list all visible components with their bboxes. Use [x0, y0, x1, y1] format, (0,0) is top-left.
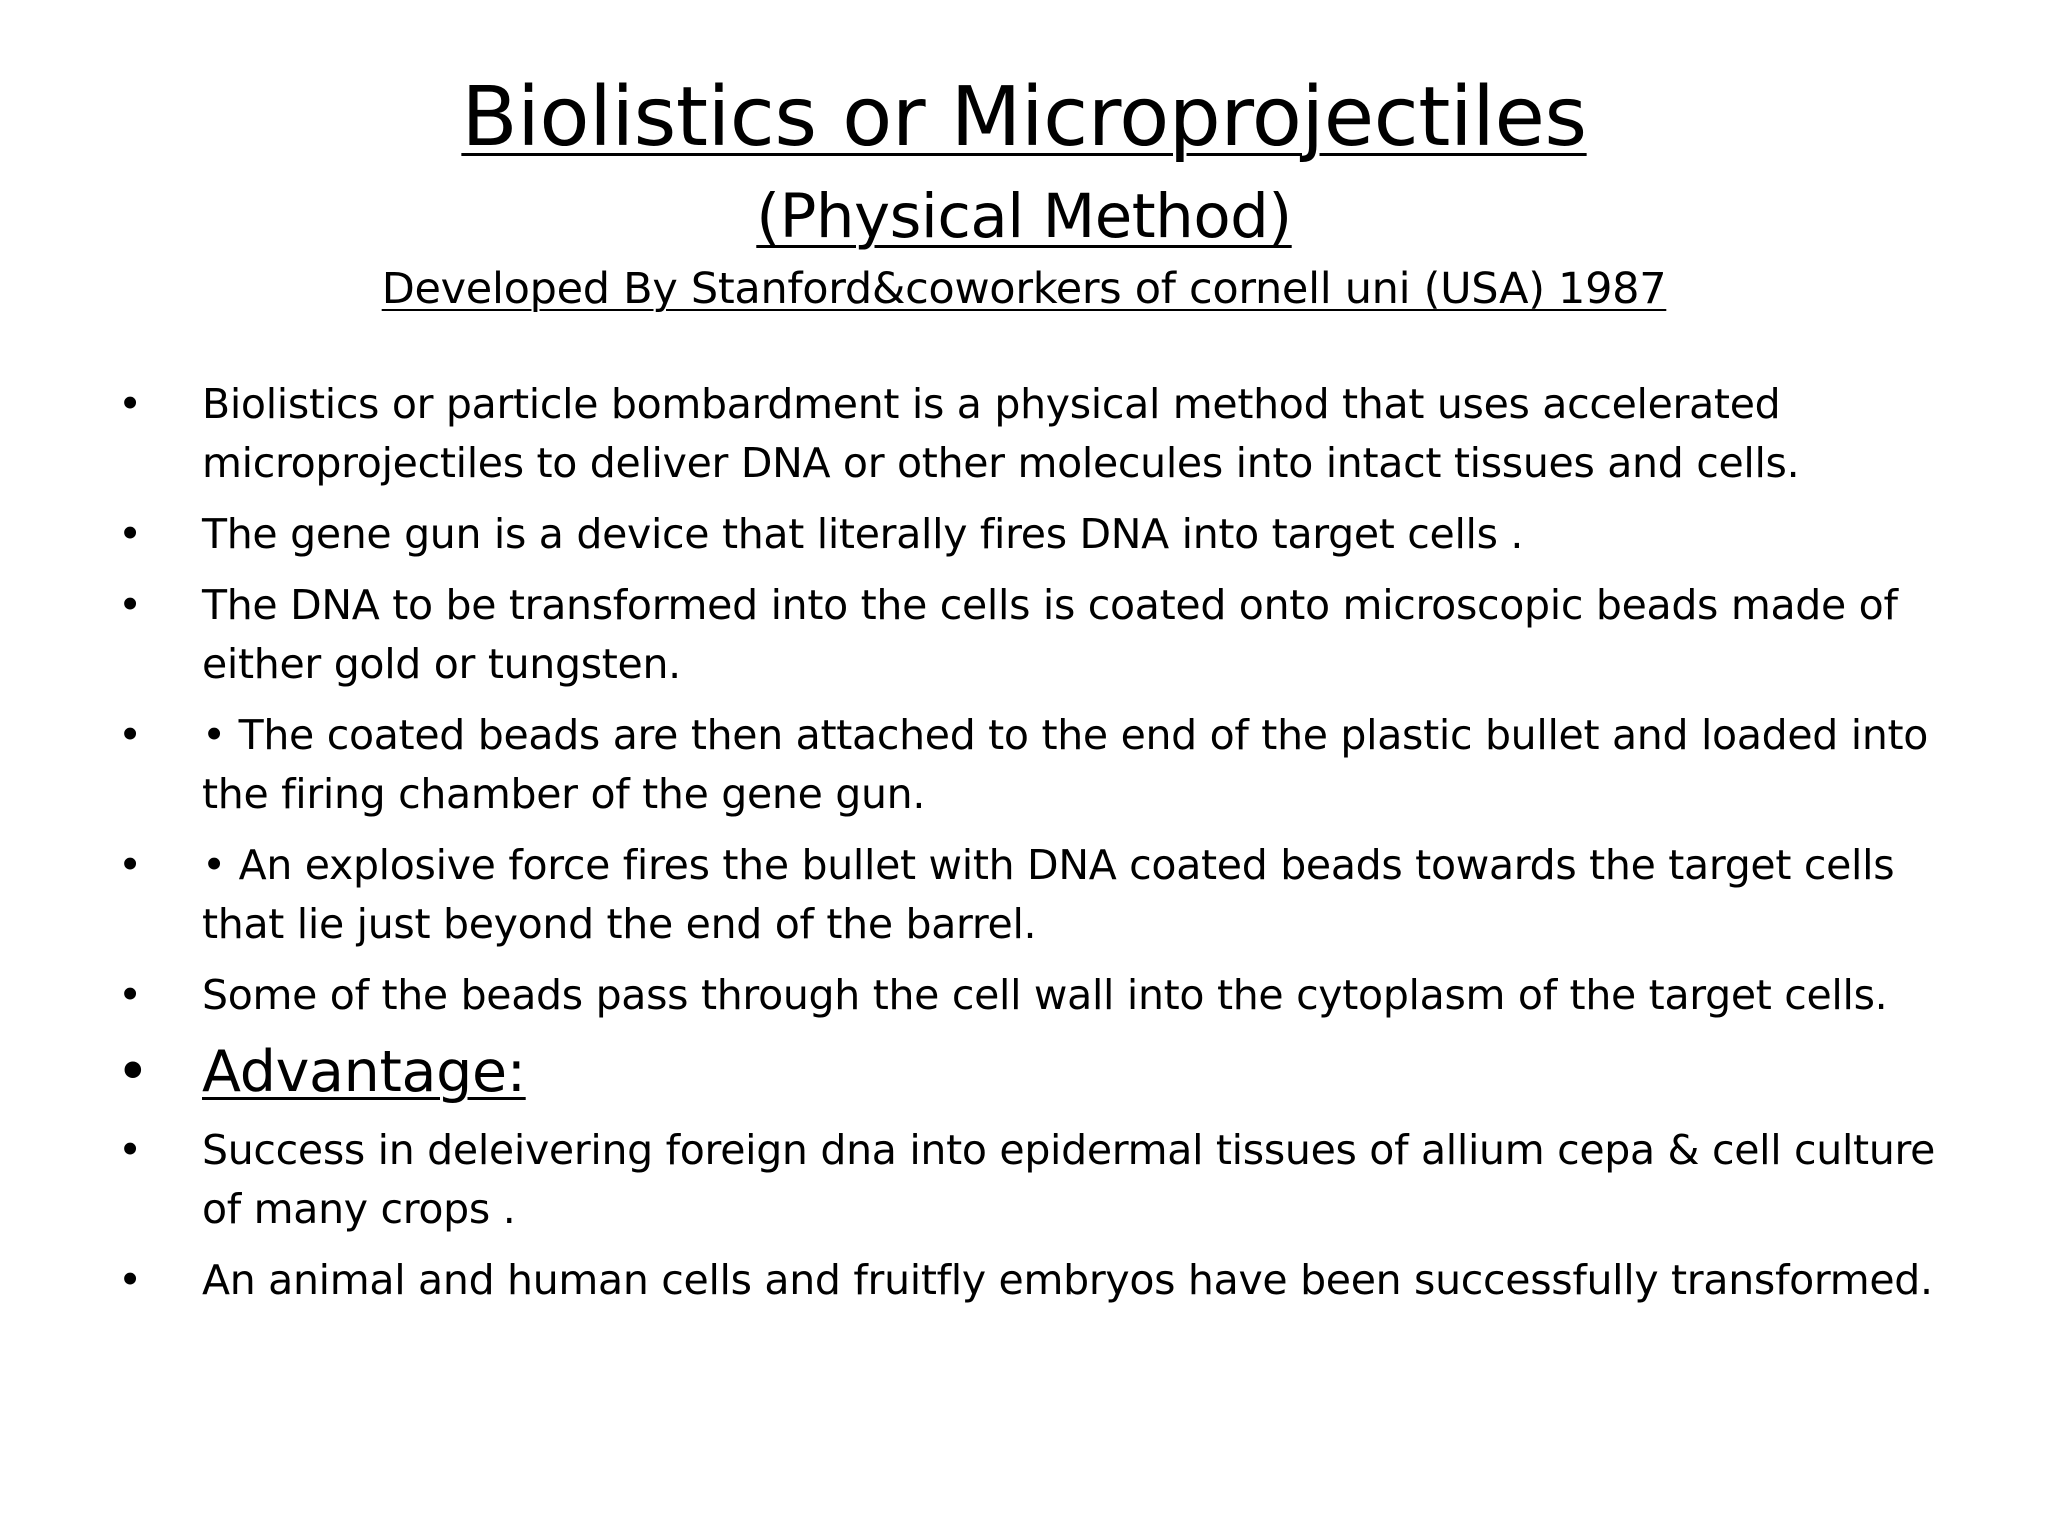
bullet-text: The DNA to be transformed into the cells is coated onto microscopic beads made of either gold or tungsten.	[202, 581, 1898, 688]
list-item	[118, 836, 1978, 954]
bullet-marker: •	[118, 1256, 142, 1304]
bullet-text: • The coated beads are then attached to the end of the plastic bullet and loaded into the firing chamber of the gene gun.	[202, 711, 1929, 818]
list-item	[118, 505, 1978, 564]
list-item	[118, 966, 1978, 1025]
list-item	[118, 1121, 1978, 1239]
bullet-marker: •	[118, 1126, 142, 1174]
bullet-list	[118, 375, 1978, 1322]
list-item	[118, 1251, 1978, 1310]
list-item	[118, 576, 1978, 694]
bullet-marker: •	[118, 510, 142, 558]
advantage-text: Success in deleivering foreign dna into epidermal tissues of allium cepa & cell culture of many crops .	[202, 1126, 1936, 1233]
advantage-heading: Advantage:	[202, 1039, 526, 1105]
advantage-text: An animal and human cells and fruitfly embryos have been successfully transformed.	[202, 1256, 1933, 1304]
bullet-marker: •	[118, 711, 142, 759]
developed-by-line: Developed By Stanford&coworkers of cornell uni (USA) 1987	[381, 264, 1667, 314]
advantage-heading-item	[118, 1037, 1978, 1107]
bullet-text: Some of the beads pass through the cell wall into the cytoplasm of the target cells.	[202, 971, 1888, 1019]
bullet-text: The gene gun is a device that literally fires DNA into target cells .	[202, 510, 1524, 558]
bullet-text: Biolistics or particle bombardment is a physical method that uses accelerated microprojectiles to deliver DNA or other molecules into intact tissues and cells.	[202, 380, 1800, 487]
bullet-marker: •	[116, 1039, 150, 1105]
bullet-marker: •	[118, 971, 142, 1019]
list-item	[118, 706, 1978, 824]
bullet-marker: •	[118, 380, 142, 428]
list-item	[118, 375, 1978, 493]
slide-subtitle: (Physical Method)	[756, 181, 1292, 252]
slide-title: Biolistics or Microprojectiles	[461, 70, 1587, 165]
bullet-marker: •	[118, 841, 142, 889]
bullet-text: • An explosive force fires the bullet with DNA coated beads towards the target cells that lie just beyond the end of the barrel.	[202, 841, 1895, 948]
bullet-marker: •	[118, 581, 142, 629]
